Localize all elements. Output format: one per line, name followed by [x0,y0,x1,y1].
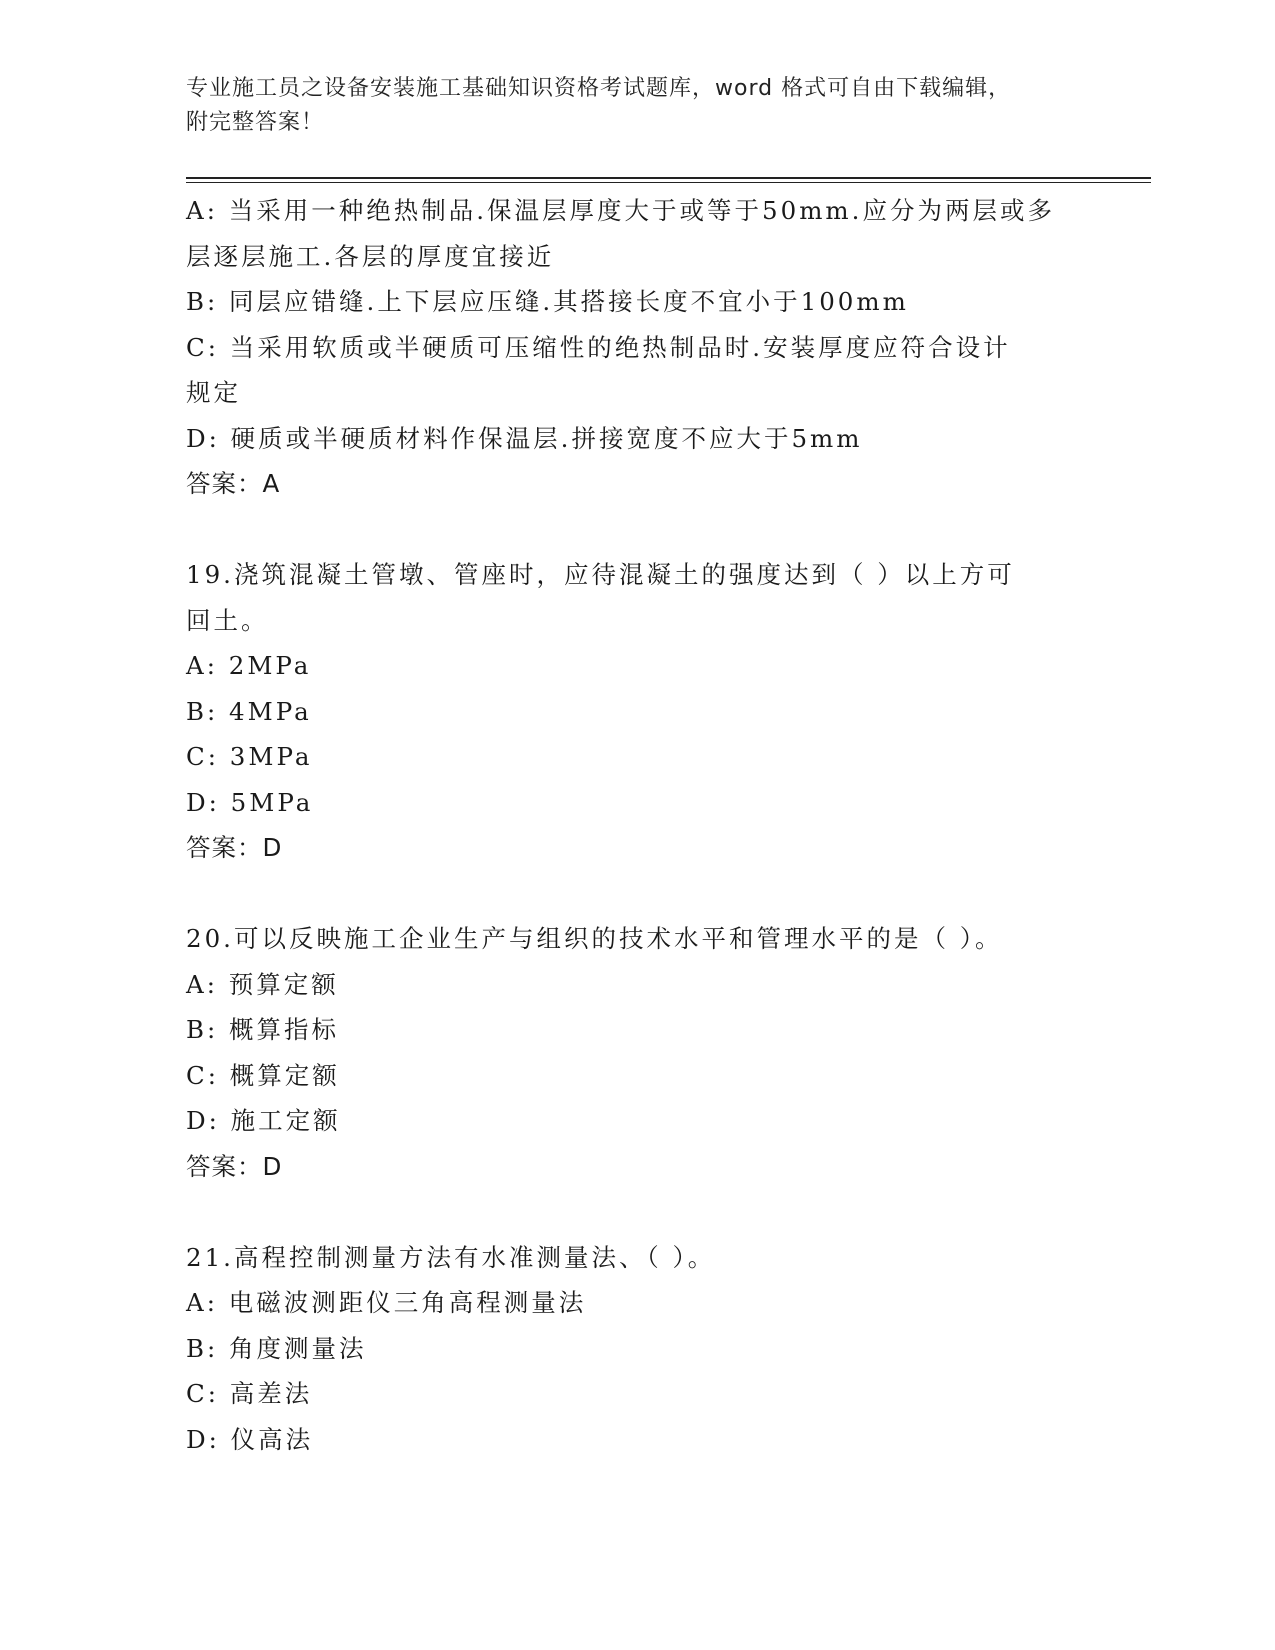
q19-option-a: A: 2MPa [186,651,312,680]
q20-option-a: A: 预算定额 [186,969,339,999]
q19-option-c: C: 3MPa [186,742,313,771]
spacer [186,871,1086,917]
spacer [186,507,1086,553]
q20-answer: 答案：D [186,1151,283,1181]
q18-answer: 答案：A [186,469,281,498]
q19-stem-line-2: 回土。 [186,605,269,635]
header-divider-thin [186,182,1151,183]
spacer [186,1189,1086,1235]
q18-option-b: B: 同层应错缝.上下层应压缝.其搭接长度不宜小于100mm [186,287,909,316]
question-list [186,188,1086,1462]
q18-option-a-line-1: A: 当采用一种绝热制品.保温层厚度大于或等于50mm.应分为两层或多 [186,196,1055,225]
question-21 [186,1235,1086,1463]
q20-stem: 20.可以反映施工企业生产与组织的技术水平和管理水平的是（ ）。 [186,924,1003,953]
q20-option-c: C: 概算定额 [186,1060,340,1090]
q21-option-c: C: 高差法 [186,1379,313,1408]
q19-option-d: D: 5MPa [186,787,314,817]
question-19 [186,552,1086,871]
header-line-1: 专业施工员之设备安装施工基础知识资格考试题库，word 格式可自由下载编辑， [186,76,1012,101]
question-18 [186,188,1086,507]
q20-option-d: D: 施工定额 [186,1106,341,1135]
q20-option-b: B: 概算指标 [186,1015,340,1044]
q21-option-a: A: 电磁波测距仪三角高程测量法 [186,1288,587,1317]
q18-option-a-line-2: 层逐层施工.各层的厚度宜接近 [186,241,555,271]
q18-option-d: D: 硬质或半硬质材料作保温层.拼接宽度不应大于5mm [186,423,863,453]
q18-option-c-line-2: 规定 [186,378,241,407]
document-header [186,72,1066,140]
q19-stem-line-1: 19.浇筑混凝土管墩、管座时，应待混凝土的强度达到（ ）以上方可 [186,560,1015,589]
q21-option-d: D: 仪高法 [186,1424,314,1454]
q21-stem: 21.高程控制测量方法有水准测量法、（ ）。 [186,1242,716,1272]
q18-option-c-line-1: C: 当采用软质或半硬质可压缩性的绝热制品时.安装厚度应符合设计 [186,332,1011,362]
header-divider-thick [186,177,1151,179]
q21-option-b: B: 角度测量法 [186,1333,367,1363]
question-20 [186,916,1086,1189]
header-line-2: 附完整答案！ [186,110,325,135]
q19-option-b: B: 4MPa [186,696,312,726]
q19-answer: 答案：D [186,833,283,862]
